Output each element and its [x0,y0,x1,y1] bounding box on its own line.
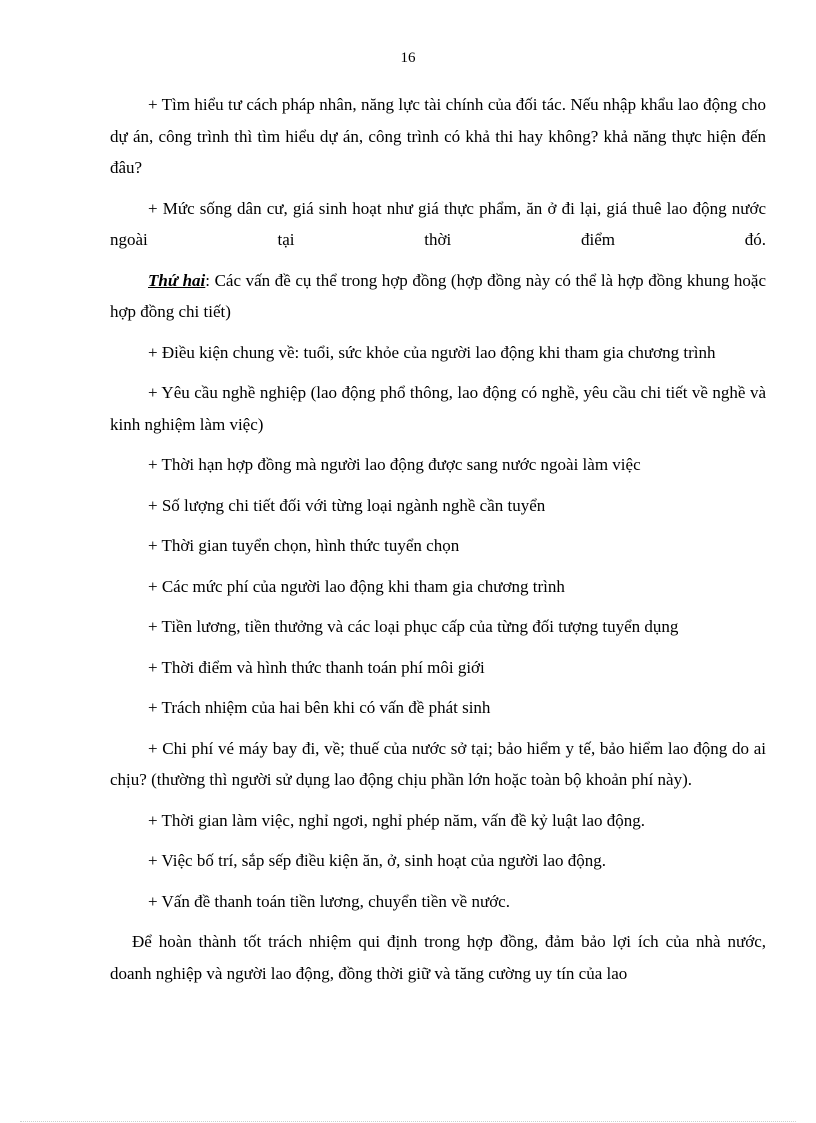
section-paragraph [110,265,766,328]
paragraph: + Tiền lương, tiền thưởng và các loại phục cấp của từng đối tượng tuyển dụng [148,617,679,636]
document-body [110,89,766,998]
paragraph: + Yêu cầu nghề nghiệp (lao động phổ thông, lao động có nghề, yêu cầu chi tiết về nghề và kinh nghiệm làm việc) [110,383,766,434]
paragraph: + Số lượng chi tiết đối với từng loại ngành nghề cần tuyển [148,495,546,515]
paragraph: + Tìm hiểu tư cách pháp nhân, năng lực tài chính của đối tác. Nếu nhập khẩu lao động cho dự án, công trình thì tìm hiểu dự án, công trình có khả thi hay không? khả năng thực hiện đến đâu? [110,95,766,177]
paragraph: + Thời gian tuyển chọn, hình thức tuyển chọn [148,536,460,555]
paragraph: + Trách nhiệm của hai bên khi có vấn đề phát sinh [148,698,491,717]
paragraph: Để hoàn thành tốt trách nhiệm qui định trong hợp đồng, đảm bảo lợi ích của nhà nước, doanh nghiệp và người lao động, đồng thời giữ và tăng cường uy tín của lao [110,932,766,983]
paragraph: + Thời gian làm việc, nghỉ ngơi, nghỉ phép năm, vấn đề kỷ luật lao động. [148,810,646,830]
paragraph: + Chi phí vé máy bay đi, về; thuế của nước sở tại; bảo hiểm y tế, bảo hiểm lao động do ai chịu? (thường thì người sử dụng lao động chịu phần lớn hoặc toàn bộ khoản phí này). [110,738,766,789]
paragraph: + Thời hạn hợp đồng mà người lao động được sang nước ngoài làm việc [148,455,641,474]
section-text: : Các vấn đề cụ thể trong hợp đồng (hợp đồng này có thể là hợp đồng khung hoặc hợp đồng chi tiết) [110,270,766,321]
page-number: 16 [400,50,416,66]
paragraph: + Thời điểm và hình thức thanh toán phí môi giới [148,657,485,677]
paragraph: + Vấn đề thanh toán tiền lương, chuyển tiền về nước. [148,891,510,911]
footer-divider [20,1121,796,1122]
paragraph: + Các mức phí của người lao động khi tham gia chương trình [148,576,565,596]
paragraph: + Việc bố trí, sắp sếp điều kiện ăn, ở, sinh hoạt của người lao động. [148,851,606,870]
section-label: Thứ hai [148,270,206,290]
paragraph: + Điều kiện chung về: tuổi, sức khỏe của người lao động khi tham gia chương trình [148,342,716,362]
paragraph: + Mức sống dân cư, giá sinh hoạt như giá thực phẩm, ăn ở đi lại, giá thuê lao động nước ngoài tại thời điểm đó. [110,198,766,249]
